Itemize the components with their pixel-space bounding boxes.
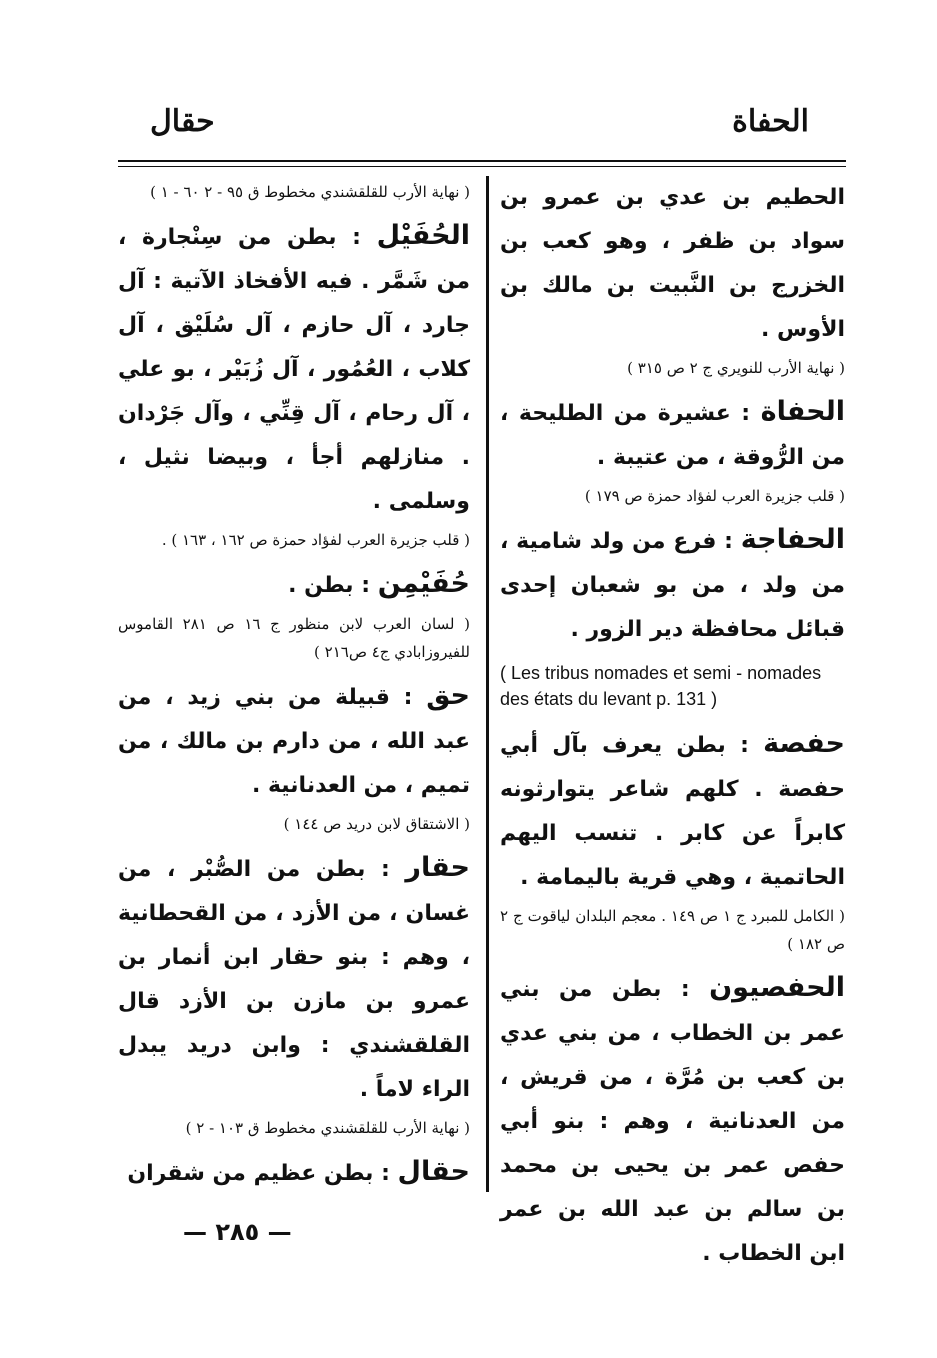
entry-headword: الحُفَيْل — [376, 220, 470, 251]
entry-headword: الحفاجة — [740, 524, 845, 555]
entry-alhafsiyun — [500, 966, 845, 1276]
right-column — [500, 176, 845, 1276]
entry-text: : بطن من سِنْجارة ، من شَمَّر . فيه الأفخاذ الآتية : آل جارد ، آل حازم ، آل سُلَيْق ، آل كلاب ، العُمُور ، آل زُبَيْر ، بو علي ، آل رحام ، آل قِنِّي ، وآل جَرْدان . منازلهم أجأ ، وبيضا نثيل ، وسلمى . — [118, 225, 470, 514]
entry-source: ( الاشتقاق لابن دريد ص ١٤٤ ) — [283, 815, 470, 833]
entry-source: ( قلب جزيرة العرب لفؤاد حمزة ص ١٧٩ ) — [584, 487, 845, 505]
entry-text: : بطن . — [288, 573, 378, 598]
entry-text: : بطن من بني عمر بن الخطاب ، من بني عدي بن كعب بن مُرَّة ، من قريش ، من العدنانية ، وهم : بنو أبي حفص عمر بن يحيى بن محمد بن سالم بن عبد الله بن عمر ابن الخطاب . — [500, 977, 845, 1266]
entry-headword: حفصة — [763, 728, 845, 759]
entry-text: : بطن من الصُّبْر ، من غسان ، من الأزد ، من القحطانية ، وهم : بنو حقار ابن أنمار بن عمرو بن مازن بن الأزد قال القلقشندي : وابن دريد يبدل الراء لاماً . — [118, 857, 470, 1102]
entry-headword: حق — [426, 680, 470, 711]
header-rule — [118, 160, 846, 162]
entry-source: ( قلب جزيرة العرب لفؤاد حمزة ص ١٦٢ ، ١٦٣ ) . — [161, 531, 470, 549]
entry-headword: حُفَيْمِن — [377, 568, 470, 599]
entry-haqqal — [118, 1150, 470, 1196]
header-rule-thin — [118, 166, 846, 167]
entry-headword: الحفصيون — [709, 972, 845, 1003]
entry-headword: الحفاة — [760, 396, 845, 427]
entry-source-french: ( Les tribus nomades et semi - nomades des états du levant p. 131 ) — [500, 663, 822, 709]
entry-continuation — [500, 176, 845, 352]
entry-haqqar — [118, 846, 470, 1112]
left-column — [118, 176, 470, 1196]
entry-alhufat — [500, 390, 845, 480]
entry-source: ( نهاية الأرب للنويري ج ٢ ص ٣١٥ ) — [627, 359, 845, 377]
entry-source: ( نهاية الأرب للقلقشندي مخطوط ق ٩٥ - ٢ ٦٠ - ١ ) — [150, 183, 470, 201]
page-number: — ٢٨٥ — — [183, 1218, 292, 1246]
entry-text: : فرع من ولد شامية ، من ولد ، من بو شعبان إحدى قبائل محافظة دير الزور . — [500, 529, 845, 642]
entry-text: : عشيرة من الطليحة ، من الرُّوقة ، من عتيبة . — [500, 401, 845, 470]
entry-source: ( الكامل للمبرد ج ١ ص ١٤٩ . معجم البلدان لياقوت ج ٢ ص ١٨٢ ) — [500, 907, 845, 953]
entry-text: : بطن عظيم من شقران — [127, 1161, 398, 1186]
entry-hafsa — [500, 722, 845, 900]
entry-text: : بطن يعرف بآل أبي حفصة . كلهم شاعر يتوارثونه كابراً عن كابر . تنسب اليهم الحاتمية ، وهي قرية باليمامة . — [500, 733, 845, 890]
entry-text: الحطيم بن عدي بن عمرو بن سواد بن ظفر ، وهو كعب بن الخزرج بن النَّبيت بن مالك بن الأوس . — [500, 185, 845, 342]
entry-text: : قبيلة من بني زيد ، من عبد الله ، من دارم بن مالك ، من تميم ، من العدنانية . — [118, 685, 470, 798]
running-head-right: الحفاة — [732, 104, 809, 139]
entry-headword: حقار — [405, 852, 470, 883]
entry-alhufayl — [118, 214, 470, 524]
column-divider — [486, 176, 489, 1192]
entry-headword: حقال — [397, 1156, 470, 1187]
entry-alkhafaja — [500, 518, 845, 652]
entry-source: ( نهاية الأرب للقلقشندي مخطوط ق ١٠٣ - ٢ ) — [185, 1119, 470, 1137]
entry-source: ( لسان العرب لابن منظور ج ١٦ ص ٢٨١ القاموس للفيروزابادي ج٤ ص٢١٦ ) — [118, 615, 470, 661]
running-head-left: حقال — [150, 104, 215, 139]
entry-hufaymin — [118, 562, 470, 608]
entry-haq — [118, 674, 470, 808]
